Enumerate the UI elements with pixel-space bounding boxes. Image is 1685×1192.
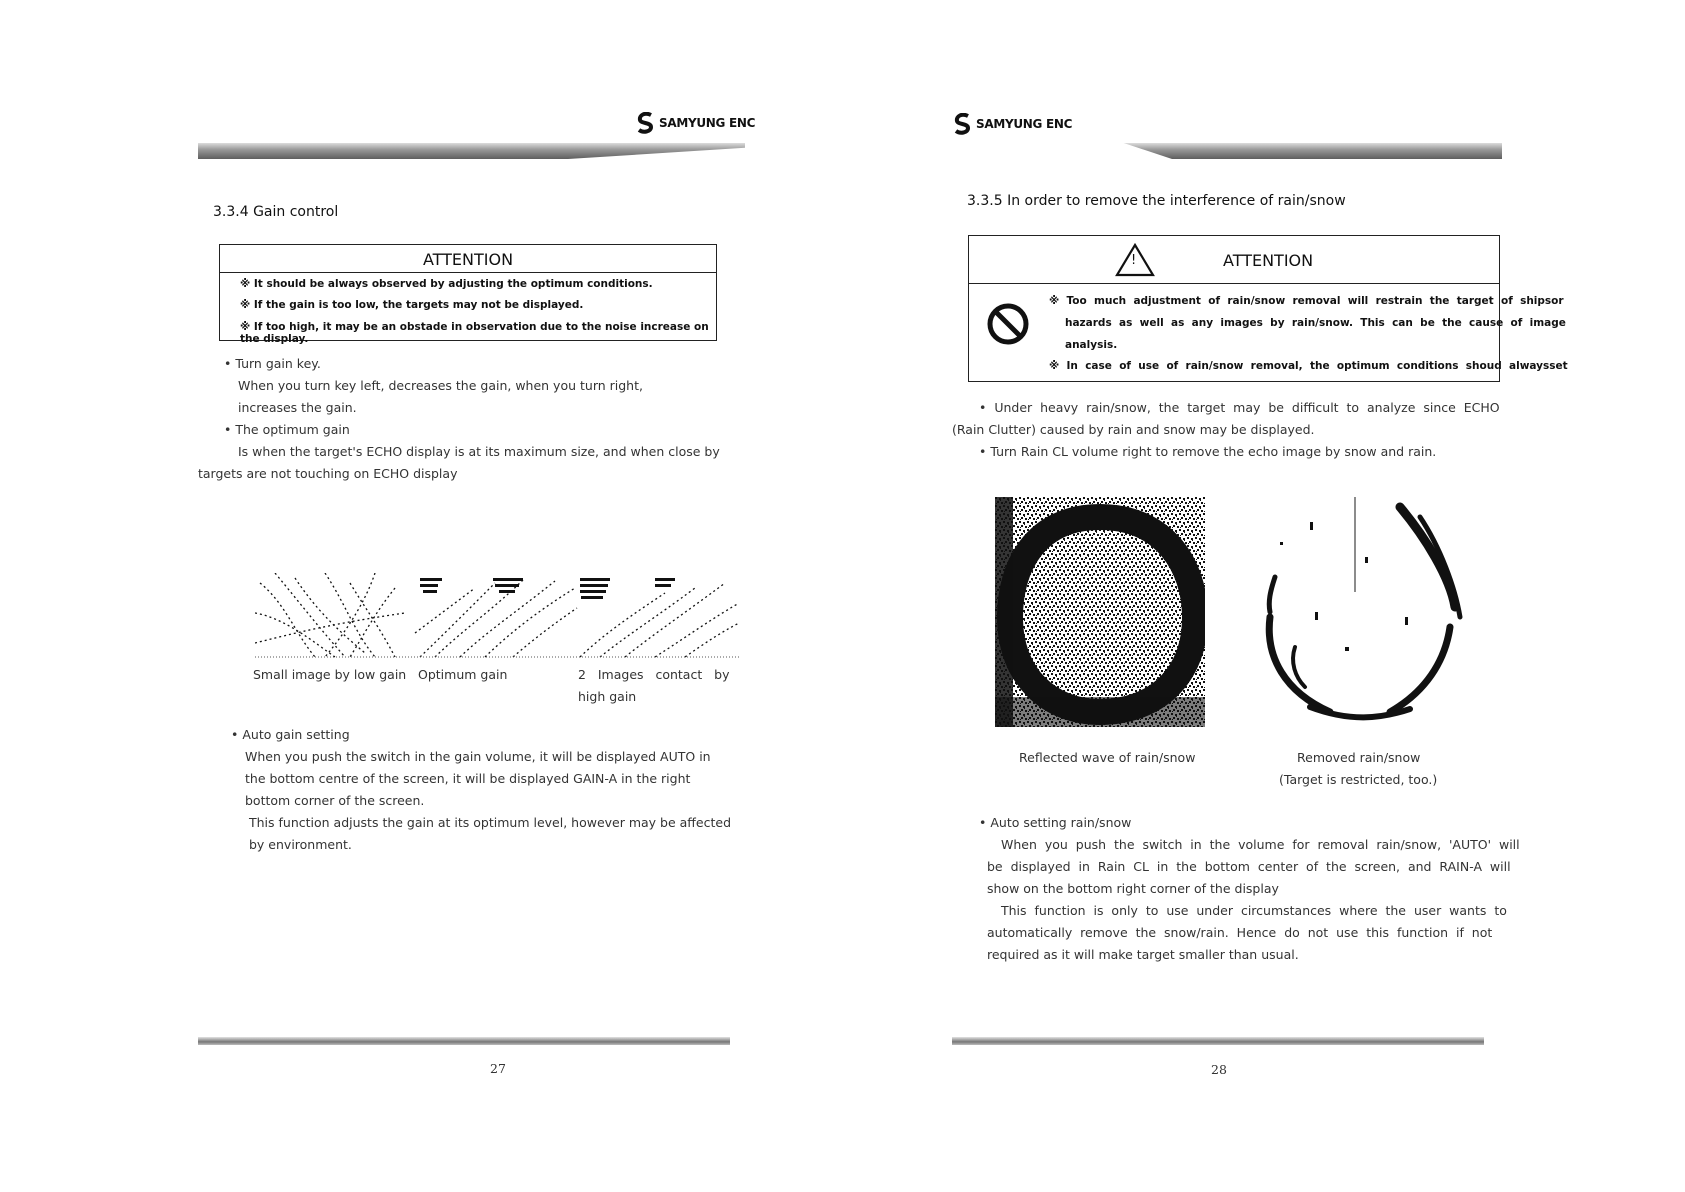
brand-name-left: SAMYUNG ENC <box>659 116 756 130</box>
rain-note-4: ※ In case of use of rain/snow removal, the optimum conditions shoud alwaysset <box>1049 360 1568 372</box>
optimum-gain-desc-2: targets are not touching on ECHO display <box>198 466 458 481</box>
turn-gain-key: • Turn gain key. <box>224 356 321 371</box>
section-title-right: 3.3.5 In order to remove the interference of rain/snow <box>967 193 1346 209</box>
reflected-rain-snow-image <box>995 497 1205 727</box>
auto-rain-heading: • Auto setting rain/snow <box>979 815 1132 830</box>
optimum-gain-heading: • The optimum gain <box>224 422 350 437</box>
auto-rain-desc-5: automatically remove the snow/rain. Hence do not use this function if not <box>987 925 1493 940</box>
samyung-logo-icon <box>636 112 656 134</box>
auto-rain-desc-1: When you push the switch in the volume for removal rain/snow, 'AUTO' will <box>1001 837 1520 852</box>
gain-comparison-image <box>255 573 739 659</box>
header-bar-right <box>952 143 1502 159</box>
turn-rain-cl: • Turn Rain CL volume right to remove the echo image by snow and rain. <box>979 444 1437 459</box>
auto-gain-desc-5: by environment. <box>249 837 352 852</box>
rain-note-2: hazards as well as any images by rain/snow. This can be the cause of image <box>1065 317 1566 329</box>
attention-title-right: ATTENTION <box>1223 251 1314 270</box>
auto-rain-section <box>952 812 1520 966</box>
caption-optimum-gain: Optimum gain <box>418 667 508 682</box>
attention-box-right <box>968 235 1568 382</box>
caption-high-gain-2: high gain <box>578 689 637 704</box>
auto-rain-desc-3: show on the bottom right corner of the display <box>987 881 1279 896</box>
brand-logo-left <box>636 112 755 134</box>
prohibition-icon <box>986 302 1030 346</box>
heavy-rain-desc-2: (Rain Clutter) caused by rain and snow may be displayed. <box>952 422 1315 437</box>
auto-rain-desc-6: required as it will make target smaller than usual. <box>987 947 1299 962</box>
section-title-left: 3.3.4 Gain control <box>213 204 339 220</box>
attention-box-left <box>219 244 717 345</box>
brand-name-right: SAMYUNG ENC <box>976 117 1073 131</box>
attention-title-left: ATTENTION <box>220 245 716 273</box>
brand-logo-right <box>953 113 1072 135</box>
auto-gain-heading: • Auto gain setting <box>231 727 350 742</box>
footer-bar-right <box>952 1037 1484 1045</box>
attention-note-1: ※ It should be always observed by adjusting the optimum conditions. <box>240 278 653 290</box>
caption-reflected: Reflected wave of rain/snow <box>1019 750 1196 765</box>
attention-note-2: ※ If the gain is too low, the targets may not be displayed. <box>240 299 584 311</box>
attention-note-3: ※ If too high, it may be an obstade in observation due to the noise increase on the display. <box>240 321 709 345</box>
auto-gain-desc-4: This function adjusts the gain at its optimum level, however may be affected <box>249 815 732 830</box>
auto-rain-desc-2: be displayed in Rain CL in the bottom center of the screen, and RAIN-A will <box>987 859 1511 874</box>
left-body <box>198 353 748 485</box>
page-number-right: 28 <box>1211 1062 1227 1077</box>
auto-gain-section <box>198 724 748 856</box>
auto-rain-desc-4: This function is only to use under circumstances where the user wants to <box>1001 903 1507 918</box>
heavy-rain-desc-1: • Under heavy rain/snow, the target may be difficult to analyze since ECHO <box>979 400 1500 415</box>
attention-header-right <box>969 236 1499 284</box>
page-number-left: 27 <box>490 1061 506 1076</box>
removed-rain-snow-image <box>1250 497 1475 727</box>
samyung-logo-icon <box>953 113 973 135</box>
auto-gain-desc-3: bottom corner of the screen. <box>245 793 425 808</box>
optimum-gain-desc-1: Is when the target's ECHO display is at its maximum size, and when close by <box>238 444 720 459</box>
caption-high-gain-1: 2 Images contact by <box>578 667 730 682</box>
footer-bar-left <box>198 1037 730 1045</box>
caption-low-gain: Small image by low gain <box>253 667 407 682</box>
caption-removed: Removed rain/snow <box>1297 750 1421 765</box>
turn-gain-desc-1: When you turn key left, decreases the gain, when you turn right, <box>238 378 643 393</box>
turn-gain-desc-2: increases the gain. <box>238 400 357 415</box>
header-bar-left <box>198 143 745 159</box>
rain-note-3: analysis. <box>1065 339 1118 351</box>
auto-gain-desc-1: When you push the switch in the gain volume, it will be displayed AUTO in <box>245 749 711 764</box>
rain-note-1: ※ Too much adjustment of rain/snow removal will restrain the target of shipsor <box>1049 295 1564 307</box>
right-body <box>952 397 1500 463</box>
caption-removed-note: (Target is restricted, too.) <box>1279 772 1438 787</box>
warning-mark: ! <box>1131 253 1137 268</box>
auto-gain-desc-2: the bottom centre of the screen, it will be displayed GAIN-A in the right <box>245 771 691 786</box>
